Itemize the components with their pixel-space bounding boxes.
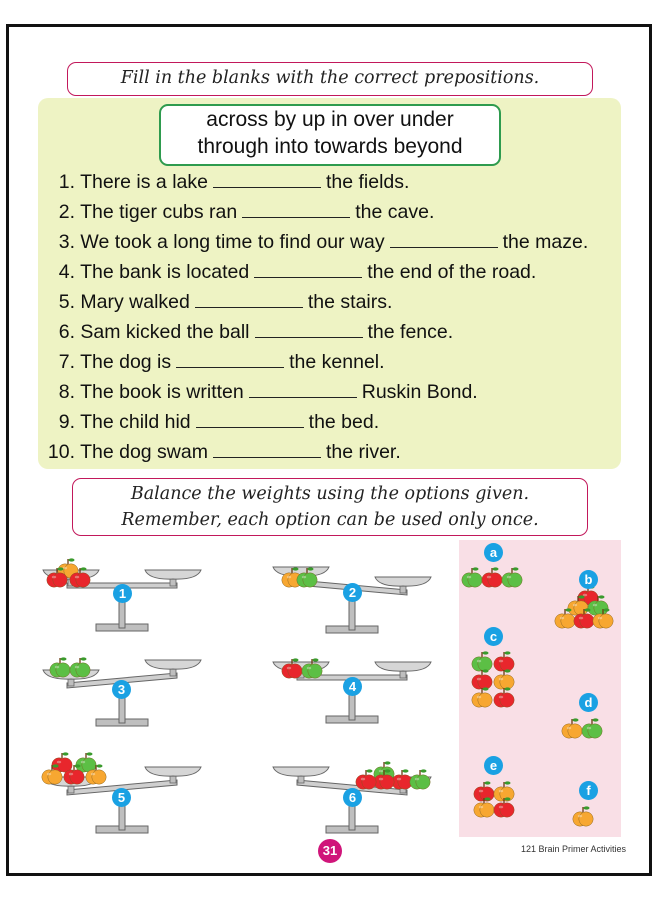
scale-number-badge: 5 — [112, 788, 131, 807]
instruction-text: Fill in the blanks with the correct prepositions. — [120, 68, 540, 88]
sentence-end: the stairs. — [307, 291, 393, 313]
sentence-end: the fence. — [367, 321, 454, 343]
option-c-apples — [472, 651, 514, 707]
apple-red — [494, 687, 514, 707]
apple-red — [472, 669, 492, 689]
sentence-start: The bank is located — [80, 261, 250, 283]
apple-green — [70, 657, 90, 677]
apple-green — [410, 769, 430, 789]
apple-orange — [562, 718, 582, 738]
apple-red — [494, 651, 514, 671]
sentence-number: 8. — [58, 381, 75, 403]
scale-number-badge: 1 — [113, 584, 132, 603]
option-a-apples — [462, 567, 522, 587]
apple-red — [52, 752, 72, 772]
sentence-number: 5. — [58, 291, 75, 313]
sentence-start: Sam kicked the ball — [80, 321, 250, 343]
sentence-start: Mary walked — [80, 291, 190, 313]
option-e-apples — [474, 781, 514, 817]
apple-green — [302, 658, 322, 678]
apple-orange — [494, 669, 514, 689]
sentence-start: The book is written — [80, 381, 244, 403]
sentence-end: the end of the road. — [367, 261, 537, 283]
sentence-end: the maze. — [502, 231, 589, 253]
option-letter-badge[interactable]: e — [484, 756, 503, 775]
sentence-number: 7. — [58, 351, 75, 373]
apple-red — [392, 769, 412, 789]
sentence-end: the kennel. — [289, 351, 385, 373]
sentence-end: the bed. — [308, 411, 380, 433]
book-title: 121 Brain Primer Activities — [521, 844, 627, 854]
sentence-start: The child hid — [80, 411, 191, 433]
sentence-start: The dog is — [80, 351, 172, 373]
option-letter-badge[interactable]: d — [579, 693, 598, 712]
apple-green — [50, 657, 70, 677]
page-number: 31 — [318, 839, 342, 863]
apple-orange — [573, 806, 593, 826]
sentence-end: the cave. — [355, 201, 435, 223]
sentence-end: Ruskin Bond. — [361, 381, 478, 403]
option-letter-badge[interactable]: f — [579, 781, 598, 800]
sentence-number: 1. — [58, 171, 75, 193]
sentence-start: There is a lake — [80, 171, 208, 193]
apple-green — [76, 752, 96, 772]
sentence-number: 10. — [47, 441, 75, 463]
word-bank-line-1: across by up in over under — [206, 108, 454, 131]
sentence-number: 9. — [58, 411, 75, 433]
option-d-apples — [562, 718, 602, 738]
sentence-number: 4. — [58, 261, 75, 283]
scale-number-badge: 3 — [112, 680, 131, 699]
option-letter-badge[interactable]: b — [579, 570, 598, 589]
sentence-start: The tiger cubs ran — [80, 201, 238, 223]
scale-number-badge: 6 — [343, 788, 362, 807]
instruction-line-1: Balance the weights using the options given. — [130, 484, 530, 504]
apple-orange — [472, 687, 492, 707]
option-b-apples — [555, 585, 613, 628]
scale-number-badge: 2 — [343, 583, 362, 602]
apple-red — [356, 769, 376, 789]
apple-orange — [474, 797, 494, 817]
apple-red — [282, 658, 302, 678]
sentence-number: 2. — [58, 201, 75, 223]
instruction-line-2: Remember, each option can be used only once. — [121, 510, 539, 530]
apple-green — [472, 651, 492, 671]
apple-red — [482, 567, 502, 587]
apple-green — [502, 567, 522, 587]
option-f-apples — [573, 806, 593, 826]
option-letter-badge[interactable]: a — [484, 543, 503, 562]
option-letter-badge[interactable]: c — [484, 627, 503, 646]
sentence-number: 6. — [58, 321, 75, 343]
scale-number-badge: 4 — [343, 677, 362, 696]
word-bank-line-2: through into towards beyond — [197, 135, 463, 158]
sentence-start: The dog swam — [80, 441, 208, 463]
apple-red — [494, 797, 514, 817]
sentence-end: the fields. — [325, 171, 410, 193]
apple-green — [582, 718, 602, 738]
sentence-number: 3. — [58, 231, 75, 253]
sentence-end: the river. — [325, 441, 401, 463]
apple-green — [462, 567, 482, 587]
sentence-start: We took a long time to find our way — [80, 231, 385, 253]
